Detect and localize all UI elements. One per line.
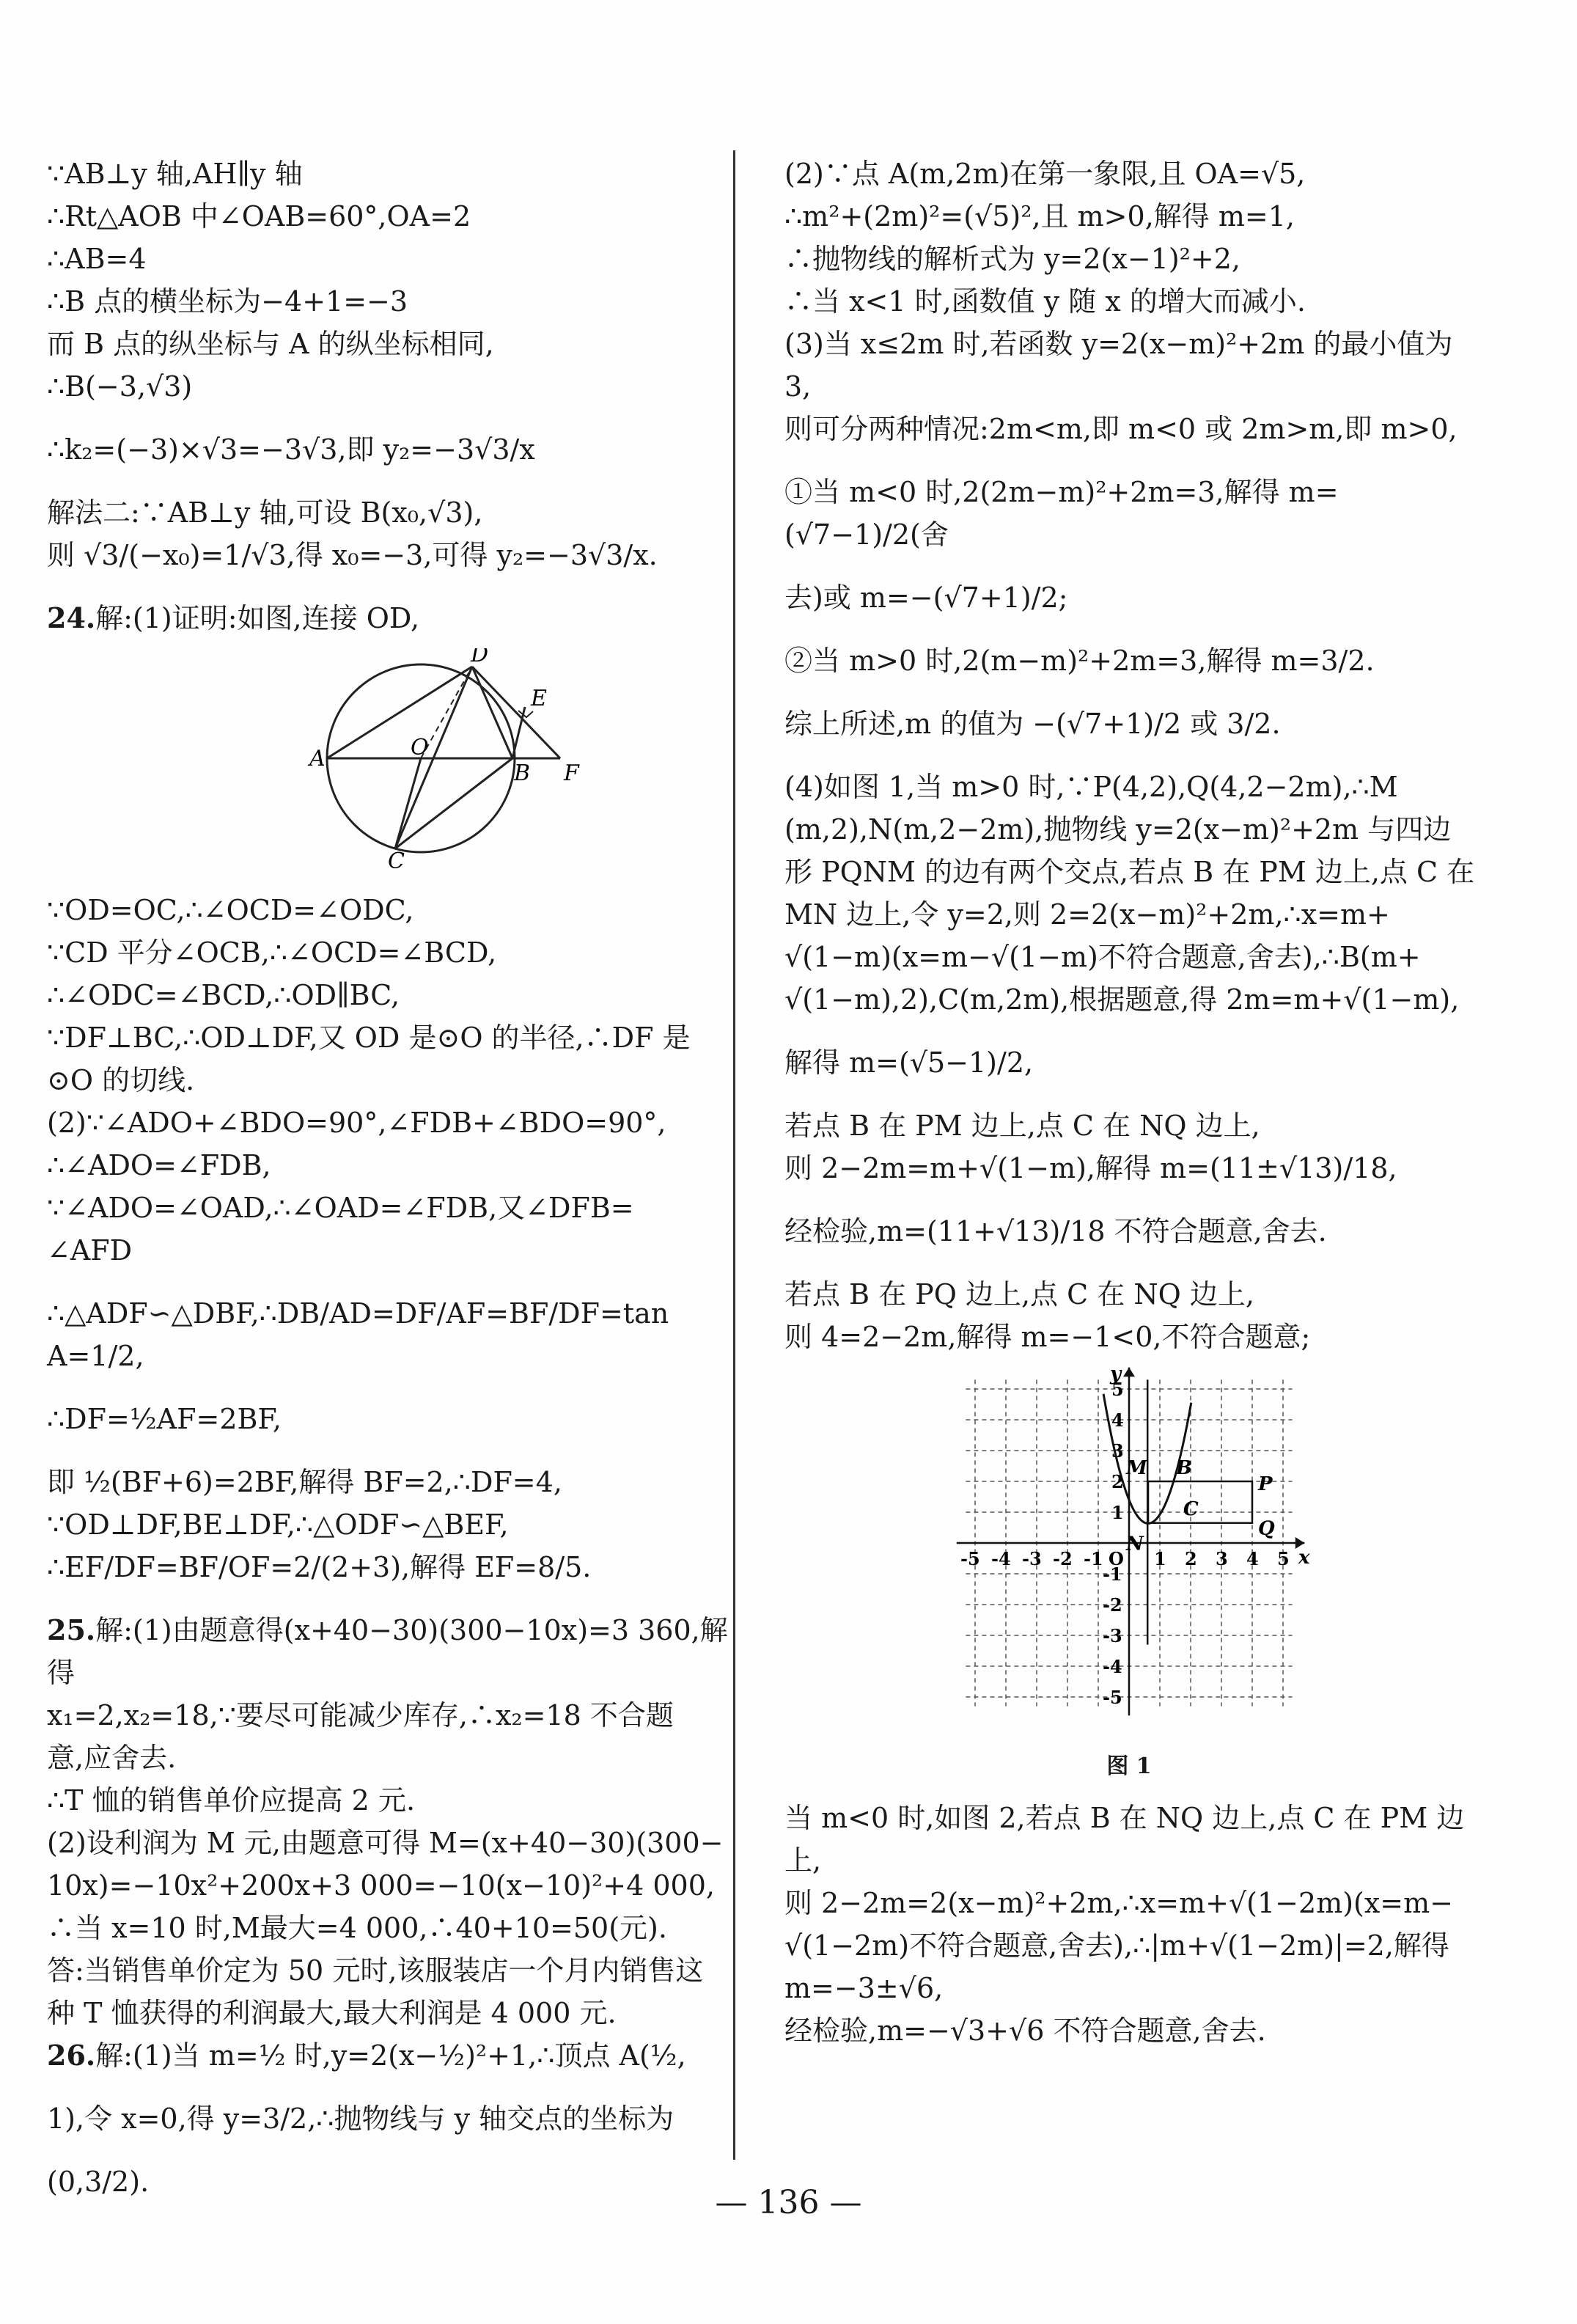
text-line: ⊙O 的切线. [47, 1064, 195, 1096]
line-db [472, 667, 512, 758]
text-line: ∴抛物线的解析式为 y=2(x−1)²+2, [784, 243, 1240, 275]
text-line: ∴△ADF∽△DBF,∴DB/AD=DF/AF=BF/DF=tan A=1/2, [47, 1297, 678, 1372]
problem-number: 25. [47, 1613, 96, 1646]
text-line: ∴Rt△AOB 中∠OAB=60°,OA=2 [47, 200, 471, 232]
problem-text: 解:(1)由题意得(x+40−30)(300−10x)=3 360,解得 [47, 1614, 728, 1689]
text-line: ∠AFD [47, 1234, 133, 1267]
label-o: O [411, 735, 429, 760]
text-line: 经检验,m=−√3+√6 不符合题意,舍去. [784, 2015, 1266, 2047]
text-line: (4)如图 1,当 m>0 时,∵P(4,2),Q(4,2−2m),∴M [784, 771, 1398, 803]
column-divider [733, 150, 735, 2160]
text-line: 当 m<0 时,如图 2,若点 B 在 NQ 边上,点 C 在 PM 边 [784, 1802, 1465, 1834]
circle-figure [252, 648, 743, 880]
line-gap [47, 408, 743, 428]
y-tick-label: 2 [1111, 1471, 1124, 1492]
text-line: ∵AB⊥y 轴,AH∥y 轴 [47, 158, 303, 190]
text-line: ∴m²+(2m)²=(√5)²,且 m>0,解得 m=1, [784, 200, 1295, 232]
x-axis-label: x [1298, 1547, 1310, 1569]
line-ad [327, 667, 472, 758]
text-line: (m,2),N(m,2−2m),抛物线 y=2(x−m)²+2m 与四边 [784, 813, 1452, 846]
y-axis-label: y [1110, 1367, 1122, 1385]
x-tick-label: O [1109, 1548, 1124, 1569]
line-gap [784, 745, 1481, 766]
x-tick-label: -5 [960, 1548, 980, 1569]
rectangle-pqnm [1148, 1481, 1252, 1523]
label-c: C [388, 848, 405, 868]
text-line: 若点 B 在 PM 边上,点 C 在 NQ 边上, [784, 1110, 1260, 1142]
text-line [47, 597, 743, 639]
point-label: P [1258, 1473, 1273, 1495]
text-line: (3)当 x≤2m 时,若函数 y=2(x−m)²+2m 的最小值为 [784, 328, 1453, 360]
point-label: B [1176, 1457, 1193, 1479]
text-line: ∴B(−3,√3) [47, 370, 193, 403]
line-gap [47, 1588, 743, 1609]
text-line: ∴∠ADO=∠FDB, [47, 1149, 271, 1181]
point-label: N [1126, 1533, 1144, 1555]
text-line: ∴AB=4 [47, 243, 147, 275]
text-line: 意,应舍去. [47, 1742, 177, 1774]
line-gap [784, 450, 1481, 471]
text-line: ∵DF⊥BC,∴OD⊥DF,又 OD 是⊙O 的半径,∴DF 是 [47, 1022, 691, 1054]
line-gap [784, 556, 1481, 576]
y-tick-label: -2 [1103, 1594, 1122, 1616]
text-line: √(1−m)(x=m−√(1−m)不符合题意,舍去),∴B(m+ [784, 941, 1421, 973]
problem-text: 解:(1)证明:如图,连接 OD, [95, 602, 420, 634]
y-tick-label: -1 [1103, 1564, 1122, 1585]
text-line: ∵∠ADO=∠OAD,∴∠OAD=∠FDB,又∠DFB= [47, 1192, 634, 1224]
text-line: 上, [784, 1844, 822, 1877]
y-tick-label: -3 [1103, 1625, 1122, 1646]
text-line: MN 边上,令 y=2,则 2=2(x−m)²+2m,∴x=m+ [784, 898, 1390, 931]
text-line: 综上所述,m 的值为 −(√7+1)/2 或 3/2. [784, 708, 1281, 740]
text-line: 即 ½(BF+6)=2BF,解得 BF=2,∴DF=4, [47, 1466, 562, 1498]
text-line: 而 B 点的纵坐标与 A 的纵坐标相同, [47, 328, 494, 360]
text-line: 解得 m=(√5−1)/2, [784, 1046, 1034, 1079]
text-line: 10x)=−10x²+200x+3 000=−10(x−10)²+4 000, [47, 1869, 715, 1902]
text-line: (0,3/2). [47, 2166, 150, 2198]
line-gap [47, 1272, 743, 1292]
x-tick-label: 3 [1216, 1548, 1228, 1569]
text-line: 经检验,m=(11+√13)/18 不符合题意,舍去. [784, 1215, 1327, 1247]
y-tick-label: 3 [1111, 1440, 1124, 1462]
y-arrow [1123, 1368, 1135, 1377]
text-line: ∵OD=OC,∴∠OCD=∠ODC, [47, 894, 414, 926]
x-tick-label: -4 [991, 1548, 1011, 1569]
problem-number: 26. [47, 2039, 96, 2072]
text-line: ∵CD 平分∠OCB,∴∠OCD=∠BCD, [47, 936, 497, 969]
line-oc [395, 758, 421, 848]
point-label: M [1126, 1457, 1147, 1479]
text-line: ∴B 点的横坐标为−4+1=−3 [47, 285, 408, 318]
text-line: m=−3±√6, [784, 1972, 944, 2004]
text-line: (2)设利润为 M 元,由题意可得 M=(x+40−30)(300− [47, 1827, 724, 1859]
line-gap [784, 1021, 1481, 1041]
text-line: (2)∵∠ADO+∠BDO=90°,∠FDB+∠BDO=90°, [47, 1107, 666, 1139]
text-line: ①当 m<0 时,2(2m−m)²+2m=3,解得 m=(√7−1)/2(舍 [784, 476, 1339, 551]
label-d: D [471, 648, 489, 667]
x-tick-label: 4 [1246, 1548, 1259, 1569]
graph-diagram [946, 1367, 1312, 1734]
line-gap [784, 619, 1481, 639]
text-line: 种 T 恤获得的利润最大,最大利润是 4 000 元. [47, 1997, 617, 2029]
point-label: Q [1258, 1517, 1275, 1540]
left-column [47, 153, 743, 2203]
right-column [784, 153, 1481, 2052]
text-line: 3, [784, 370, 812, 403]
label-b: B [514, 760, 531, 786]
x-tick-label: 1 [1154, 1548, 1166, 1569]
line-gap [47, 471, 743, 491]
label-a: A [309, 746, 326, 771]
point-label: C [1183, 1498, 1199, 1521]
y-tick-label: 4 [1111, 1410, 1124, 1431]
text-line: ∴当 x<1 时,函数值 y 随 x 的增大而减小. [784, 285, 1306, 318]
text-line [47, 1609, 743, 1694]
problem-number: 24. [47, 601, 96, 634]
text-line [47, 2034, 743, 2077]
text-line: 形 PQNM 的边有两个交点,若点 B 在 PM 边上,点 C 在 [784, 856, 1475, 888]
text-line: ∴T 恤的销售单价应提高 2 元. [47, 1784, 416, 1817]
line-gap [784, 1190, 1481, 1210]
x-tick-label: 5 [1277, 1548, 1290, 1569]
text-line: ∵OD⊥DF,BE⊥DF,∴△ODF∽△BEF, [47, 1509, 509, 1541]
line-gap [47, 1377, 743, 1398]
text-line: 则可分两种情况:2m<m,即 m<0 或 2m>m,即 m>0, [784, 413, 1457, 445]
text-line: ∴当 x=10 时,M最大=4 000,∴40+10=50(元). [47, 1912, 667, 1944]
text-line: ∴∠ODC=∠BCD,∴OD∥BC, [47, 979, 400, 1011]
text-line: x₁=2,x₂=18,∵要尽可能减少库存,∴x₂=18 不合题 [47, 1699, 674, 1731]
circle-diagram [252, 648, 589, 868]
line-gap [784, 682, 1481, 703]
y-tick-label: -4 [1103, 1656, 1122, 1677]
line-gap [47, 1440, 743, 1461]
figure-caption: 图 1 [1106, 1753, 1152, 1779]
text-line: 1),令 x=0,得 y=3/2,∴抛物线与 y 轴交点的坐标为 [47, 2103, 674, 2135]
line-bc [395, 758, 512, 848]
y-tick-label: 5 [1111, 1379, 1124, 1400]
text-line: ∴DF=½AF=2BF, [47, 1403, 282, 1435]
x-tick-label: 2 [1185, 1548, 1197, 1569]
line-gap [784, 1253, 1481, 1273]
text-line: 答:当销售单价定为 50 元时,该服装店一个月内销售这 [47, 1954, 704, 1987]
text-line: ∴EF/DF=BF/OF=2/(2+3),解得 EF=8/5. [47, 1551, 592, 1583]
page-number: — 136 — [715, 2184, 862, 2221]
line-gap [47, 2077, 743, 2097]
text-line: 解法二:∵AB⊥y 轴,可设 B(x₀,√3), [47, 496, 483, 529]
label-f: F [564, 760, 579, 786]
x-tick-label: -1 [1084, 1548, 1103, 1569]
y-tick-label: 1 [1111, 1502, 1124, 1523]
x-tick-label: -2 [1053, 1548, 1073, 1569]
text-line: 则 4=2−2m,解得 m=−1<0,不符合题意; [784, 1321, 1311, 1353]
graph-figure [946, 1367, 1312, 1788]
text-line: 则 2−2m=2(x−m)²+2m,∴x=m+√(1−2m)(x=m− [784, 1887, 1454, 1919]
text-line: √(1−m),2),C(m,2m),根据题意,得 2m=m+√(1−m), [784, 983, 1460, 1016]
text-line: 去)或 m=−(√7+1)/2; [784, 582, 1068, 614]
y-tick-label: -5 [1103, 1687, 1122, 1708]
line-gap [784, 1084, 1481, 1104]
text-line: 则 √3/(−x₀)=1/√3,得 x₀=−3,可得 y₂=−3√3/x. [47, 539, 658, 571]
line-gap [47, 2140, 743, 2160]
label-e: E [531, 686, 547, 711]
text-line: ②当 m>0 时,2(m−m)²+2m=3,解得 m=3/2. [784, 645, 1375, 677]
text-line: 则 2−2m=m+√(1−m),解得 m=(11±√13)/18, [784, 1152, 1397, 1184]
text-line: (2)∵点 A(m,2m)在第一象限,且 OA=√5, [784, 158, 1306, 190]
text-line: ∴k₂=(−3)×√3=−3√3,即 y₂=−3√3/x [47, 433, 535, 466]
text-line: 若点 B 在 PQ 边上,点 C 在 NQ 边上, [784, 1278, 1254, 1311]
x-tick-label: -3 [1022, 1548, 1042, 1569]
problem-text: 解:(1)当 m=½ 时,y=2(x−½)²+1,∴顶点 A(½, [95, 2039, 686, 2072]
text-line: √(1−2m)不符合题意,舍去),∴|m+√(1−2m)|=2,解得 [784, 1929, 1449, 1962]
line-gap [47, 576, 743, 597]
